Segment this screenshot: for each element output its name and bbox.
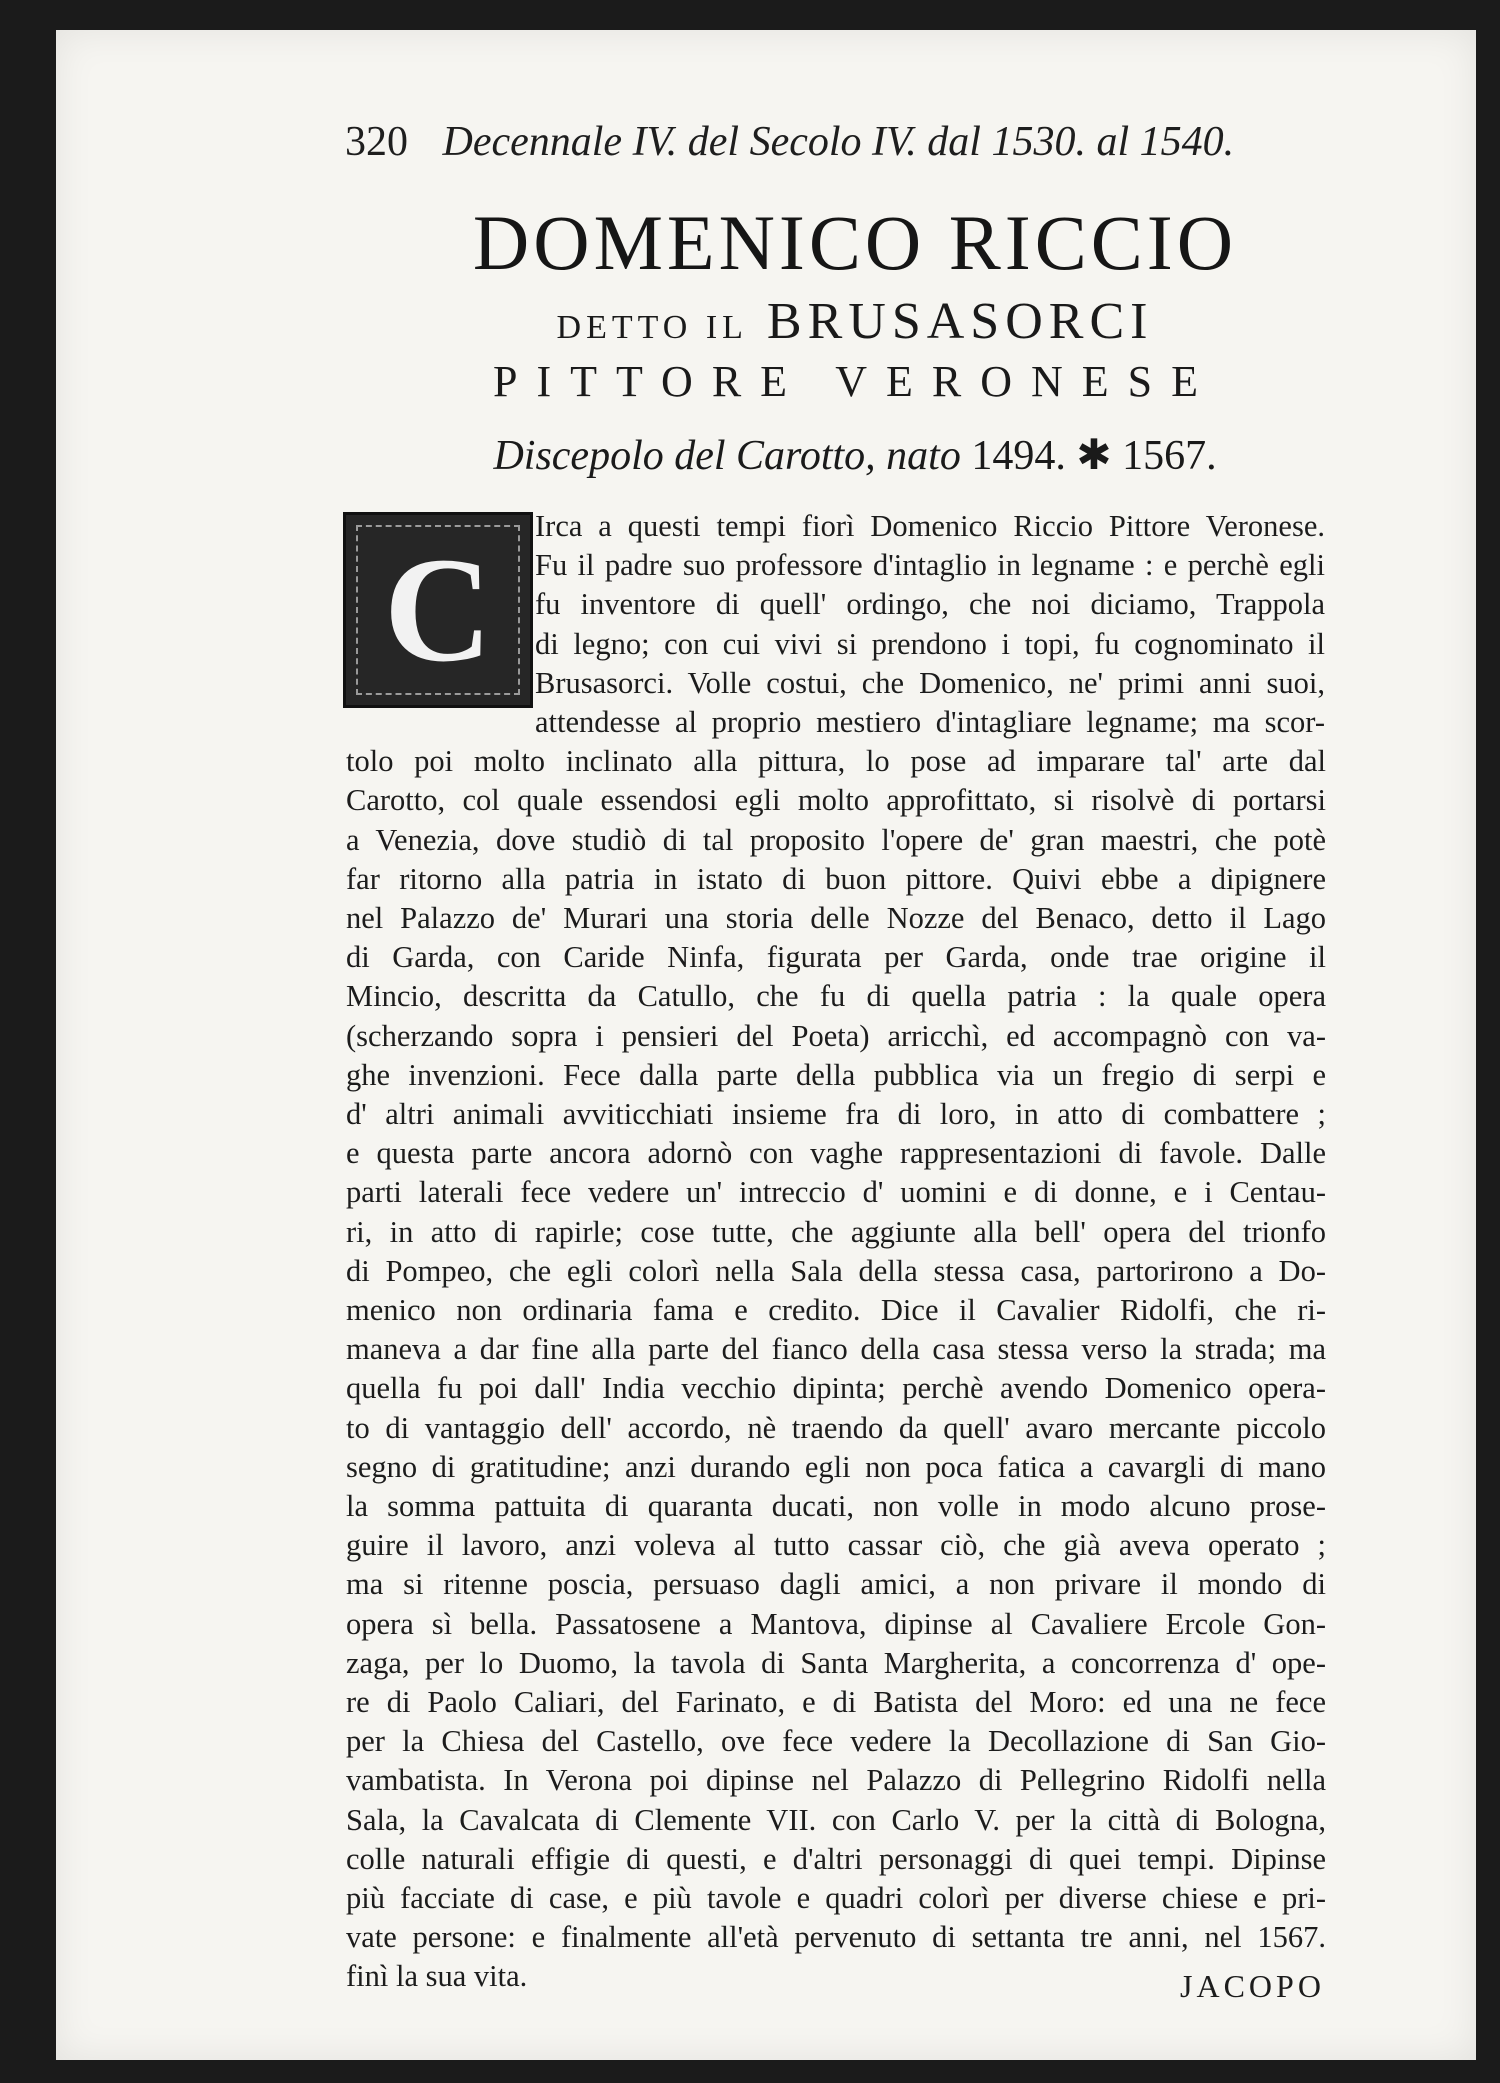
body-line: far ritorno alla patria in istato di buon pittore. Quivi ebbe a dipignere: [346, 861, 1326, 896]
body-line: re di Paolo Caliari, del Farinato, e di Batista del Moro: ed una ne fece: [346, 1685, 1326, 1719]
subtitle-small: DETTO IL: [556, 309, 748, 346]
body-line: colle naturali effigie di questi, e d'altri personaggi di quei tempi. Dipinse: [346, 1841, 1326, 1876]
running-head: [345, 118, 1325, 166]
body-line: la somma pattuita di quaranta ducati, non volle in modo alcuno prose-: [346, 1489, 1326, 1523]
body-line: d' altri animali avviticchiati insieme fra di loro, in atto di combattere ;: [346, 1097, 1326, 1131]
body-line: Brusasorci. Volle costui, che Domenico, ne' primi anni suoi,: [535, 665, 1325, 700]
body-line: Irca a questi tempi fiorì Domenico Riccio Pittore Veronese.: [535, 509, 1325, 543]
body-line: di Pompeo, che egli colorì nella Sala della stessa casa, partorirono a Do-: [346, 1253, 1326, 1288]
subtitle: [345, 292, 1365, 351]
body-line: nel Palazzo de' Murari una storia delle Nozze del Benaco, detto il Lago: [346, 901, 1326, 935]
body-line: attendesse al proprio mestiero d'intagliare legname; ma scor-: [535, 705, 1325, 739]
body-line: di Garda, con Caride Ninfa, figurata per Garda, onde trae origine il: [346, 940, 1326, 975]
body-line: zaga, per lo Duomo, la tavola di Santa Margherita, a concorrenza d' ope-: [346, 1645, 1326, 1680]
body-line: e questa parte ancora adornò con vaghe rappresentazioni di favole. Dalle: [346, 1136, 1326, 1171]
running-head-text: Decennale IV. del Secolo IV. dal 1530. al 1540.: [442, 119, 1235, 165]
catchword: JACOPO: [1180, 1968, 1325, 2004]
page-title: DOMENICO RICCIO: [472, 199, 1238, 286]
body-line: finì la sua vita.: [346, 1959, 528, 1994]
initial-letter: C: [383, 527, 493, 693]
body-line: Sala, la Cavalcata di Clemente VII. con Carlo V. per la città di Bologna,: [346, 1802, 1326, 1837]
body-line: quella fu poi dall' India vecchio dipinta; perchè avendo Domenico opera-: [346, 1371, 1326, 1406]
body-line: di legno; con cui vivi si prendono i topi, fu cognominato il: [535, 626, 1325, 661]
body-line: a Venezia, dove studiò di tal proposito l'opere de' gran maestri, che potè: [346, 822, 1326, 857]
birth-year: 1494.: [971, 433, 1066, 479]
disciple-text: Discepolo del Carotto, nato: [493, 433, 961, 479]
body-line: vambatista. In Verona poi dipinse nel Palazzo di Pellegrino Ridolfi nella: [346, 1763, 1326, 1798]
body-line: Mincio, descritta da Catullo, che fu di quella patria : la quale opera: [346, 979, 1326, 1014]
body-line: menico non ordinaria fama e credito. Dice il Cavalier Ridolfi, che ri-: [346, 1293, 1326, 1327]
body-line: opera sì bella. Passatosene a Mantova, dipinse al Cavaliere Ercole Gon-: [346, 1606, 1326, 1641]
subtitle-large: BRUSASORCI: [766, 293, 1154, 350]
body-line: ghe invenzioni. Fece dalla parte della pubblica via un fregio di serpi e: [346, 1057, 1326, 1092]
body-line: (scherzando sopra i pensieri del Poeta) arricchì, ed accompagnò con va-: [346, 1018, 1326, 1053]
death-mark-icon: ✱: [1076, 433, 1112, 479]
decorated-initial: [343, 512, 533, 708]
body-line: maneva a dar fine alla parte del fianco della casa stessa verso la strada; ma: [346, 1332, 1326, 1367]
body-line: segno di gratitudine; anzi durando egli non poca fatica a cavargli di mano: [346, 1449, 1326, 1484]
body-line: parti laterali fece vedere un' intreccio d' uomini e di donne, e i Centau-: [346, 1175, 1326, 1210]
body-line: Carotto, col quale essendosi egli molto approfittato, si risolvè di portarsi: [346, 783, 1326, 818]
body-line: ri, in atto di rapirle; cose tutte, che aggiunte alla bell' opera del trionfo: [346, 1214, 1326, 1249]
body-line: vate persone: e finalmente all'età pervenuto di settanta tre anni, nel 1567.: [346, 1920, 1326, 1955]
body-line: fu inventore di quell' ordingo, che noi diciamo, Trappola: [535, 587, 1325, 622]
body-line: ma si ritenne poscia, persuaso dagli amici, a non privare il mondo di: [346, 1567, 1326, 1602]
body-line: per la Chiesa del Castello, ove fece vedere la Decollazione di San Gio-: [346, 1724, 1326, 1759]
disciple-line: [345, 430, 1365, 480]
body-line: Fu il padre suo professore d'intaglio in legname : e perchè egli: [535, 548, 1325, 583]
body-line: to di vantaggio dell' accordo, nè traendo da quell' avaro mercante piccolo: [346, 1410, 1326, 1445]
page-number: 320: [345, 119, 408, 165]
subtitle-profession: PITTORE VERONESE: [492, 357, 1218, 406]
body-line: guire il lavoro, anzi voleva al tutto cassar ciò, che già aveva operato ;: [346, 1528, 1326, 1563]
body-line: più facciate di case, e più tavole e quadri colorì per diverse chiese e pri-: [346, 1881, 1326, 1915]
body-line: tolo poi molto inclinato alla pittura, lo pose ad imparare tal' arte dal: [346, 744, 1326, 779]
death-year: 1567.: [1122, 433, 1217, 479]
